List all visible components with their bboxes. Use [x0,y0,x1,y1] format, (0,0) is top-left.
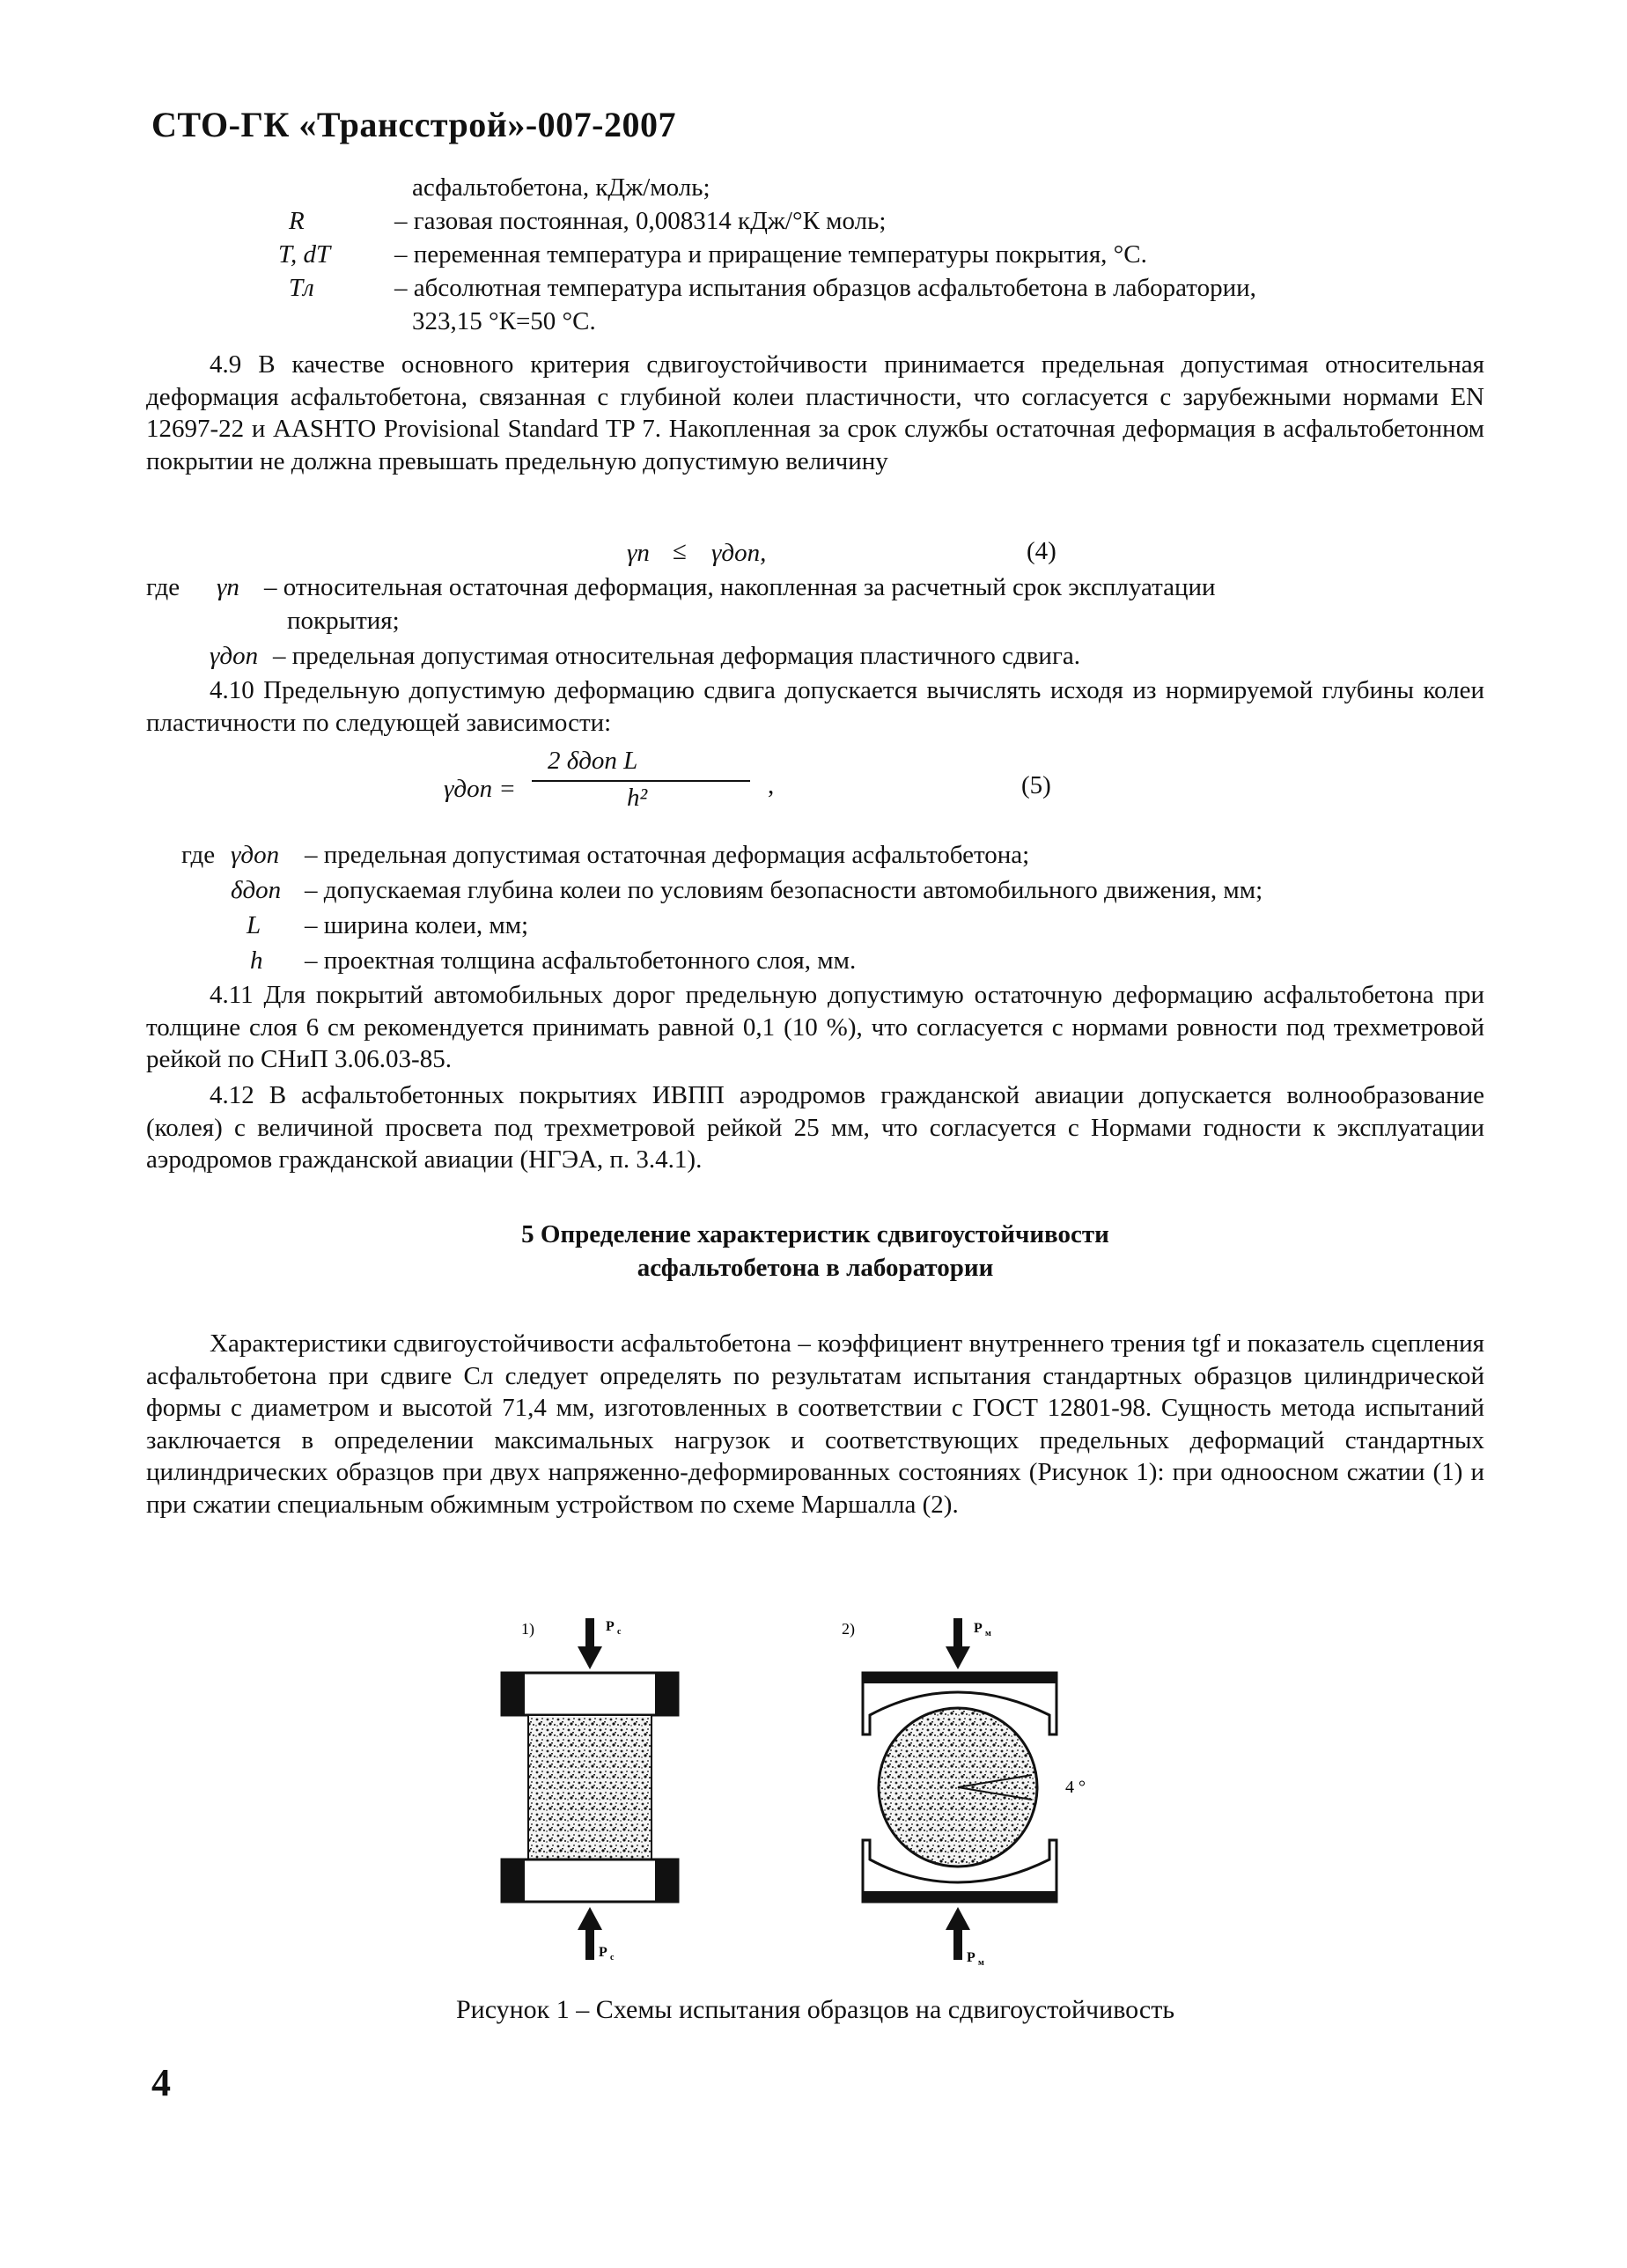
definition-continuation: асфальтобетона, кДж/моль; [412,173,710,202]
formula5-comma: , [768,771,775,799]
formula5-numerator: 2 δдоп L [548,747,638,775]
def-symbol-T: T, dT [278,240,331,269]
def5-text-gamma-dop: – предельная допустимая остаточная деформация асфальтобетона; [305,841,1030,869]
def4-text-cont: покрытия; [287,607,400,635]
figure-test-schemes [493,1611,1109,1981]
formula4-op: ≤ [673,537,687,565]
formula4-rhs: γдоп, [711,539,767,567]
scheme2-angle-label: 4 ° [1065,1778,1086,1797]
def4-text-gamma-dop: – предельная допустимая относительная деформация пластичного сдвига. [273,642,1080,670]
formula4-lhs: γn [627,539,650,567]
def5-text-L: – ширина колеи, мм; [305,911,529,939]
paragraph-4-11: 4.11 Для покрытий автомобильных дорог предельную допустимую остаточную деформацию асфальтобетона при толщине слоя 6 см рекомендуется принимать равной 0,1 (10 %), что согласуется с нормами ровности под трехметровой рейкой по СНиП 3.06.03-85. [146,981,1484,1073]
scheme1-load-bottom: P [599,1945,607,1960]
def5-symbol-L: L [247,911,261,939]
def5-symbol-delta-dop: δдоп [231,876,282,904]
where-label-5: где [181,841,216,869]
def-symbol-R: R [289,207,305,235]
def-symbol-Tl: Tл [289,274,314,302]
def4-symbol-gamma-n: γn [217,573,239,601]
scheme1-load-bottom-sub: c [610,1953,615,1962]
scheme2-label: 2) [842,1620,855,1638]
formula5-number: (5) [1021,771,1051,799]
scheme2-load-bottom-sub: м [978,1958,984,1968]
paragraph-4-9: 4.9 В качестве основного критерия сдвигоустойчивости принимается предельная допустимая относительная деформация асфальтобетона, связанная с глубиной колеи пластичности, что согласуется с зарубежными нормами EN 12697-22 и AASHTO Provisional Standard TP 7. Накопленная за срок службы остаточная деформация в асфальтобетонном покрытии не должна превышать предельную допустимую величину [146,350,1484,475]
def5-symbol-h: h [250,946,263,975]
arrow-down-icon [578,1618,602,1669]
paragraph-4-12: 4.12 В асфальтобетонных покрытиях ИВПП аэродромов гражданской авиации допускается волнообразование (колея) с величиной просвета под трехметровой рейкой 25 мм, что согласуется с Нормами годности к эксплуатации аэродромов гражданской авиации (НГЭА, п. 3.4.1). [146,1081,1484,1174]
def5-text-h: – проектная толщина асфальтобетонного слоя, мм. [305,946,857,975]
scheme2-load-top: P [974,1621,983,1636]
scheme2-load-top-sub: м [985,1629,991,1638]
section-5-title-line2: асфальтобетона в лаборатории [637,1254,994,1282]
arrow-down-icon [946,1618,970,1669]
scheme1-load-top: P [606,1619,615,1634]
def5-text-delta-dop: – допускаемая глубина колеи по условиям безопасности автомобильного движения, мм; [305,876,1263,904]
paragraph-5: Характеристики сдвигоустойчивости асфальтобетона – коэффициент внутреннего трения tgf и показатель сцепления асфальтобетона при сдвиге Сл следует определять по результатам испытания стандартных образцов цилиндрической формы с диаметром и высотой 71,4 мм, изготовленных в соответствии с ГОСТ 12801-98. Сущность метода испытаний заключается в определении максимальных нагрузок и соответствующих предельных деформаций стандартных цилиндрических образцов при двух напряженно-деформированных состояниях (Рисунок 1): при одноосном сжатии (1) и при сжатии специальным обжимным устройством по схеме Маршалла (2). [146,1329,1484,1519]
scheme2-load-bottom: P [967,1950,975,1965]
formula5-lhs: γдоп = [444,775,516,803]
def-text-Tl-cont: 323,15 °К=50 °С. [412,307,596,335]
document-header: СТО-ГК «Трансстрой»-007-2007 [151,105,676,144]
formula5-denominator: h² [627,784,648,812]
scheme-1-uniaxial [502,1618,678,1962]
paragraph-4-10: 4.10 Предельную допустимую деформацию сдвига допускается вычислять исходя из нормируемой глубины колеи пластичности по следующей зависимости: [146,676,1484,737]
def4-text-gamma-n: – относительная остаточная деформация, накопленная за расчетный срок эксплуатации [264,573,1216,601]
scheme1-label: 1) [521,1620,534,1638]
def-text-T: – переменная температура и приращение температуры покрытия, °С. [394,240,1147,269]
section-5-title-line1: 5 Определение характеристик сдвигоустойчивости [521,1220,1109,1248]
def5-symbol-gamma-dop: γдоп [231,841,280,869]
page-number: 4 [151,2061,171,2104]
def-text-Tl: – абсолютная температура испытания образцов асфальтобетона в лаборатории, [394,274,1256,302]
figure-caption: Рисунок 1 – Схемы испытания образцов на сдвигоустойчивость [455,1995,1175,2024]
formula5-fraction-bar [532,780,750,782]
where-label-4: где [146,573,180,601]
def-text-R: – газовая постоянная, 0,008314 кДж/°К моль; [394,207,887,235]
formula4-number: (4) [1027,537,1056,565]
scheme-2-marshall [842,1618,1086,1968]
scheme1-load-top-sub: c [617,1627,622,1637]
def4-symbol-gamma-dop: γдоп [210,642,259,670]
